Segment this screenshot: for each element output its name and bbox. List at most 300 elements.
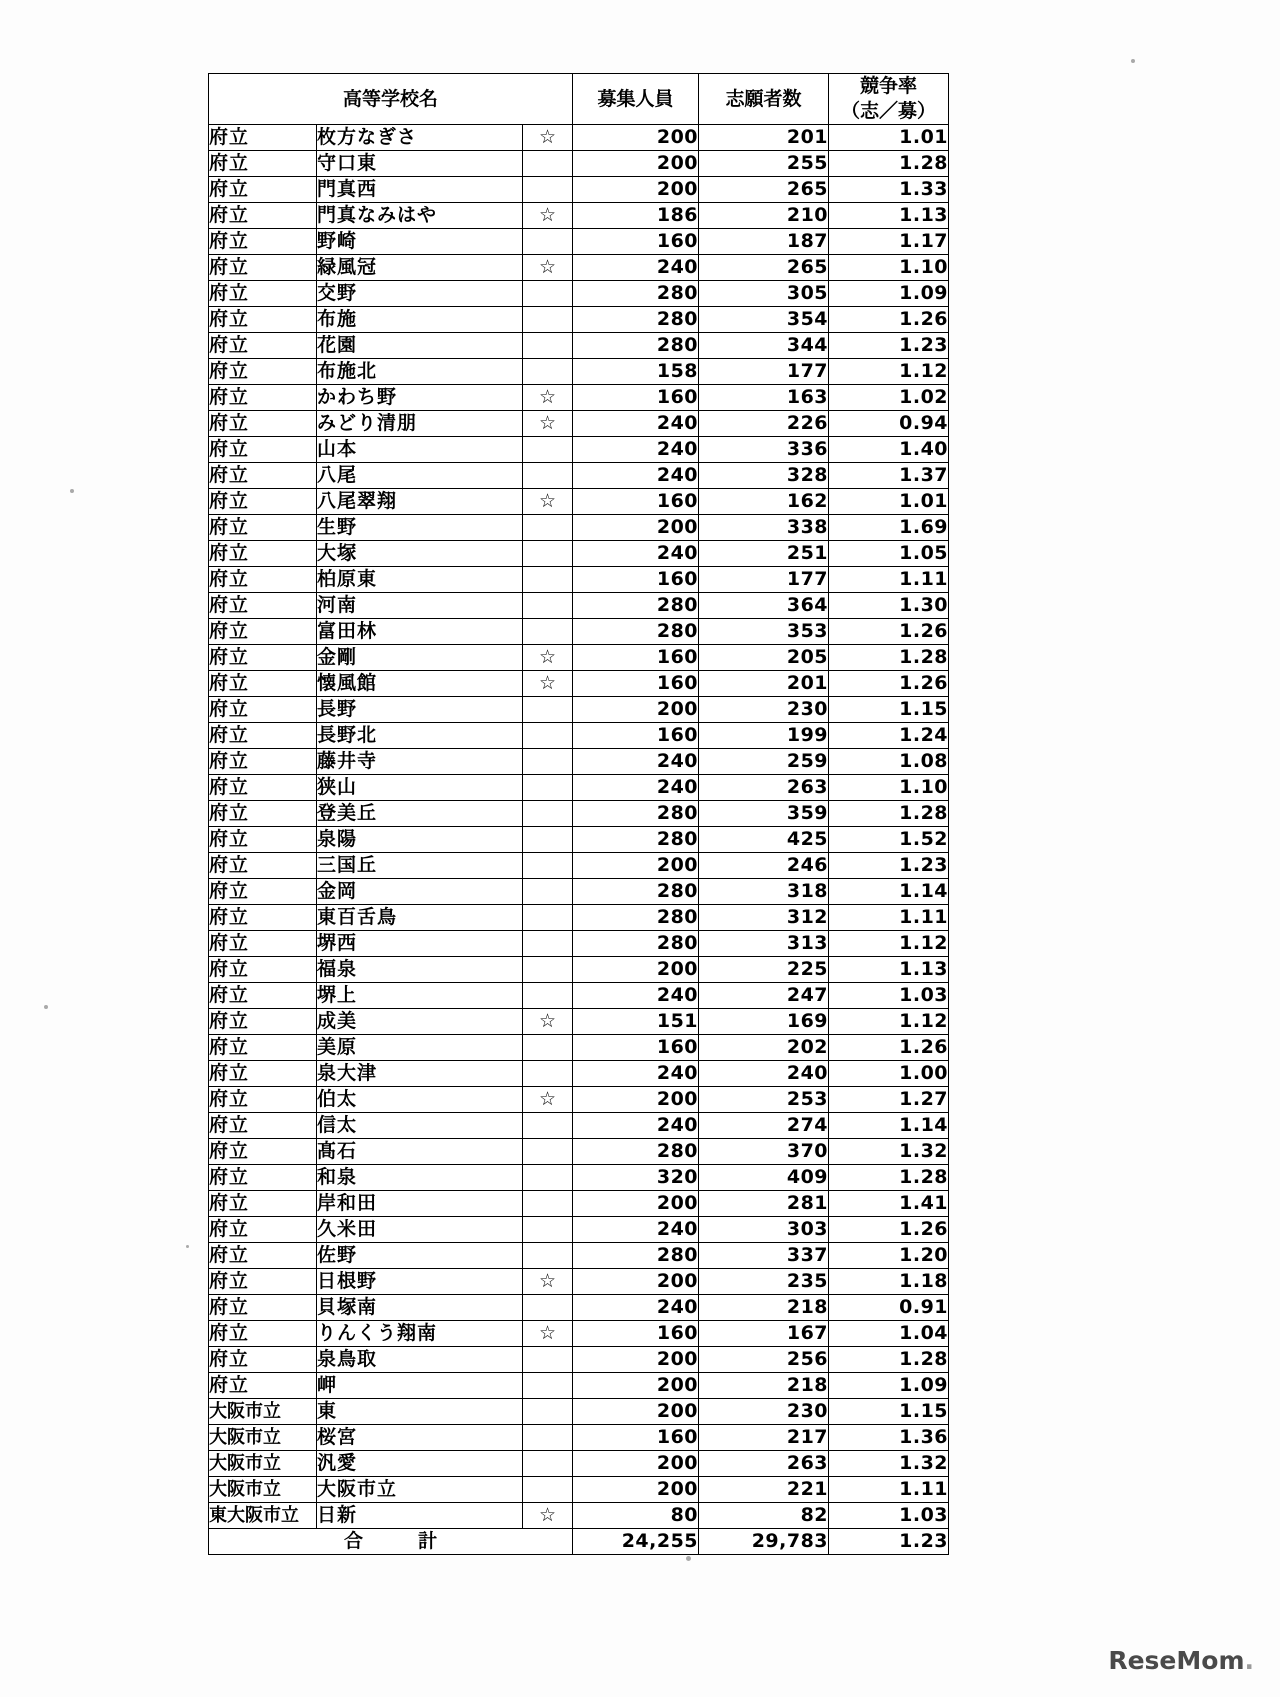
cell-applicants: 305 xyxy=(699,281,829,307)
table-row xyxy=(209,515,949,541)
cell-ratio: 1.17 xyxy=(829,229,949,255)
table-row xyxy=(209,255,949,281)
cell-capacity: 80 xyxy=(573,1503,699,1529)
star-icon xyxy=(523,1035,573,1061)
table-row xyxy=(209,1425,949,1451)
cell-school-kind: 府立 xyxy=(209,827,317,853)
cell-ratio: 1.26 xyxy=(829,307,949,333)
table-row xyxy=(209,723,949,749)
cell-capacity: 240 xyxy=(573,1113,699,1139)
column-header-capacity: 募集人員 xyxy=(573,74,699,125)
cell-school-name: 岬 xyxy=(317,1373,523,1399)
cell-school-kind: 府立 xyxy=(209,775,317,801)
cell-school-kind: 府立 xyxy=(209,957,317,983)
cell-capacity: 320 xyxy=(573,1165,699,1191)
cell-school-name: 金剛 xyxy=(317,645,523,671)
cell-school-name: 泉陽 xyxy=(317,827,523,853)
cell-school-kind: 府立 xyxy=(209,931,317,957)
table-row xyxy=(209,697,949,723)
cell-applicants: 312 xyxy=(699,905,829,931)
cell-ratio: 0.91 xyxy=(829,1295,949,1321)
table-row xyxy=(209,827,949,853)
cell-applicants: 265 xyxy=(699,255,829,281)
cell-school-kind: 府立 xyxy=(209,255,317,281)
cell-ratio: 1.12 xyxy=(829,1009,949,1035)
cell-school-name: 門真なみはや xyxy=(317,203,523,229)
cell-capacity: 200 xyxy=(573,957,699,983)
cell-applicants: 313 xyxy=(699,931,829,957)
cell-capacity: 151 xyxy=(573,1009,699,1035)
cell-capacity: 200 xyxy=(573,1087,699,1113)
cell-school-name: 花園 xyxy=(317,333,523,359)
cell-school-kind: 府立 xyxy=(209,177,317,203)
cell-school-name: 堺上 xyxy=(317,983,523,1009)
star-icon xyxy=(523,1061,573,1087)
table-row xyxy=(209,229,949,255)
star-icon xyxy=(523,1113,573,1139)
star-icon xyxy=(523,1139,573,1165)
cell-applicants: 370 xyxy=(699,1139,829,1165)
star-icon xyxy=(523,1165,573,1191)
cell-school-kind: 府立 xyxy=(209,1087,317,1113)
cell-school-name: 八尾翠翔 xyxy=(317,489,523,515)
table-row xyxy=(209,1399,949,1425)
cell-school-kind: 府立 xyxy=(209,697,317,723)
cell-applicants: 163 xyxy=(699,385,829,411)
cell-ratio: 1.28 xyxy=(829,151,949,177)
cell-ratio: 1.37 xyxy=(829,463,949,489)
cell-applicants: 235 xyxy=(699,1269,829,1295)
cell-school-name: かわち野 xyxy=(317,385,523,411)
cell-school-kind: 府立 xyxy=(209,801,317,827)
column-header-applicants: 志願者数 xyxy=(699,74,829,125)
cell-capacity: 200 xyxy=(573,1451,699,1477)
star-icon xyxy=(523,281,573,307)
cell-applicants: 205 xyxy=(699,645,829,671)
cell-school-kind: 府立 xyxy=(209,1009,317,1035)
star-icon xyxy=(523,515,573,541)
cell-school-kind: 府立 xyxy=(209,723,317,749)
table-body xyxy=(209,125,949,1555)
star-icon xyxy=(523,905,573,931)
star-icon: ☆ xyxy=(523,1503,573,1529)
cell-applicants: 218 xyxy=(699,1295,829,1321)
column-header-ratio-line1: 競争率 xyxy=(860,75,918,97)
cell-school-name: 金岡 xyxy=(317,879,523,905)
star-icon xyxy=(523,1425,573,1451)
star-icon xyxy=(523,1451,573,1477)
star-icon: ☆ xyxy=(523,255,573,281)
table-row xyxy=(209,1295,949,1321)
cell-school-name: 山本 xyxy=(317,437,523,463)
cell-school-kind: 府立 xyxy=(209,307,317,333)
header-row xyxy=(209,74,949,125)
cell-school-name: 東 xyxy=(317,1399,523,1425)
cell-ratio: 1.33 xyxy=(829,177,949,203)
cell-applicants: 303 xyxy=(699,1217,829,1243)
star-icon xyxy=(523,983,573,1009)
cell-school-name: 三国丘 xyxy=(317,853,523,879)
scan-speck xyxy=(186,1245,189,1248)
cell-ratio: 1.02 xyxy=(829,385,949,411)
cell-school-kind: 府立 xyxy=(209,437,317,463)
cell-ratio: 1.11 xyxy=(829,1477,949,1503)
cell-capacity: 280 xyxy=(573,827,699,853)
cell-school-name: 生野 xyxy=(317,515,523,541)
cell-ratio: 1.14 xyxy=(829,879,949,905)
cell-school-kind: 府立 xyxy=(209,1373,317,1399)
cell-capacity: 200 xyxy=(573,151,699,177)
cell-ratio: 1.10 xyxy=(829,255,949,281)
table-row xyxy=(209,1373,949,1399)
cell-capacity: 240 xyxy=(573,255,699,281)
cell-applicants: 338 xyxy=(699,515,829,541)
star-icon: ☆ xyxy=(523,1009,573,1035)
cell-school-name: 守口東 xyxy=(317,151,523,177)
cell-capacity: 240 xyxy=(573,1217,699,1243)
star-icon xyxy=(523,1399,573,1425)
cell-ratio: 1.26 xyxy=(829,1217,949,1243)
cell-school-kind: 府立 xyxy=(209,1191,317,1217)
star-icon xyxy=(523,723,573,749)
cell-school-kind: 府立 xyxy=(209,1113,317,1139)
cell-capacity: 160 xyxy=(573,1321,699,1347)
cell-capacity: 280 xyxy=(573,801,699,827)
cell-capacity: 280 xyxy=(573,1243,699,1269)
cell-applicants: 318 xyxy=(699,879,829,905)
cell-school-kind: 府立 xyxy=(209,593,317,619)
cell-ratio: 1.05 xyxy=(829,541,949,567)
cell-capacity: 160 xyxy=(573,723,699,749)
star-icon xyxy=(523,437,573,463)
cell-school-kind: 府立 xyxy=(209,1295,317,1321)
cell-capacity: 200 xyxy=(573,1477,699,1503)
cell-school-name: 大阪市立 xyxy=(317,1477,523,1503)
cell-school-name: 成美 xyxy=(317,1009,523,1035)
star-icon xyxy=(523,827,573,853)
cell-school-name: 日新 xyxy=(317,1503,523,1529)
star-icon: ☆ xyxy=(523,203,573,229)
cell-ratio: 1.26 xyxy=(829,619,949,645)
cell-school-kind: 府立 xyxy=(209,905,317,931)
cell-ratio: 1.11 xyxy=(829,567,949,593)
cell-ratio: 1.30 xyxy=(829,593,949,619)
cell-school-name: りんくう翔南 xyxy=(317,1321,523,1347)
cell-total-ratio: 1.23 xyxy=(829,1529,949,1555)
cell-capacity: 200 xyxy=(573,515,699,541)
star-icon: ☆ xyxy=(523,1269,573,1295)
cell-capacity: 200 xyxy=(573,1373,699,1399)
cell-ratio: 1.20 xyxy=(829,1243,949,1269)
star-icon xyxy=(523,1373,573,1399)
cell-school-kind: 大阪市立 xyxy=(209,1477,317,1503)
star-icon xyxy=(523,1243,573,1269)
table-header xyxy=(209,74,949,125)
cell-applicants: 225 xyxy=(699,957,829,983)
table-row xyxy=(209,1243,949,1269)
cell-applicants: 281 xyxy=(699,1191,829,1217)
cell-capacity: 240 xyxy=(573,411,699,437)
cell-school-kind: 府立 xyxy=(209,645,317,671)
cell-applicants: 162 xyxy=(699,489,829,515)
cell-ratio: 1.09 xyxy=(829,1373,949,1399)
watermark-text: ReseMom xyxy=(1108,1646,1245,1675)
star-icon xyxy=(523,359,573,385)
cell-ratio: 1.15 xyxy=(829,1399,949,1425)
star-icon xyxy=(523,229,573,255)
star-icon xyxy=(523,801,573,827)
cell-school-kind: 府立 xyxy=(209,333,317,359)
cell-ratio: 1.24 xyxy=(829,723,949,749)
star-icon: ☆ xyxy=(523,489,573,515)
cell-ratio: 1.23 xyxy=(829,333,949,359)
cell-ratio: 1.03 xyxy=(829,983,949,1009)
table-row xyxy=(209,671,949,697)
star-icon xyxy=(523,1295,573,1321)
cell-school-kind: 府立 xyxy=(209,749,317,775)
cell-capacity: 240 xyxy=(573,437,699,463)
cell-school-name: 藤井寺 xyxy=(317,749,523,775)
cell-ratio: 1.32 xyxy=(829,1139,949,1165)
cell-school-kind: 府立 xyxy=(209,229,317,255)
cell-school-name: 福泉 xyxy=(317,957,523,983)
cell-applicants: 230 xyxy=(699,1399,829,1425)
cell-school-kind: 府立 xyxy=(209,671,317,697)
cell-applicants: 202 xyxy=(699,1035,829,1061)
cell-school-kind: 府立 xyxy=(209,151,317,177)
table-row xyxy=(209,1321,949,1347)
cell-applicants: 169 xyxy=(699,1009,829,1035)
cell-school-kind: 府立 xyxy=(209,619,317,645)
cell-applicants: 217 xyxy=(699,1425,829,1451)
cell-school-kind: 府立 xyxy=(209,1217,317,1243)
cell-capacity: 160 xyxy=(573,671,699,697)
cell-applicants: 337 xyxy=(699,1243,829,1269)
cell-school-kind: 府立 xyxy=(209,411,317,437)
table-row xyxy=(209,1269,949,1295)
star-icon: ☆ xyxy=(523,125,573,151)
cell-school-kind: 府立 xyxy=(209,125,317,151)
cell-total-label: 合 計 xyxy=(209,1529,573,1555)
cell-ratio: 1.27 xyxy=(829,1087,949,1113)
table-row xyxy=(209,1113,949,1139)
cell-school-name: 河南 xyxy=(317,593,523,619)
cell-applicants: 218 xyxy=(699,1373,829,1399)
cell-school-name: 懐風館 xyxy=(317,671,523,697)
cell-capacity: 280 xyxy=(573,1139,699,1165)
table-row xyxy=(209,619,949,645)
cell-school-name: 信太 xyxy=(317,1113,523,1139)
cell-applicants: 246 xyxy=(699,853,829,879)
cell-applicants: 336 xyxy=(699,437,829,463)
cell-capacity: 240 xyxy=(573,1295,699,1321)
cell-school-kind: 府立 xyxy=(209,983,317,1009)
table-row xyxy=(209,463,949,489)
cell-school-name: 泉大津 xyxy=(317,1061,523,1087)
cell-capacity: 200 xyxy=(573,1191,699,1217)
cell-capacity: 200 xyxy=(573,125,699,151)
cell-capacity: 280 xyxy=(573,905,699,931)
cell-school-kind: 府立 xyxy=(209,359,317,385)
table-row xyxy=(209,1347,949,1373)
cell-applicants: 167 xyxy=(699,1321,829,1347)
table-row xyxy=(209,385,949,411)
cell-ratio: 1.11 xyxy=(829,905,949,931)
cell-ratio: 1.14 xyxy=(829,1113,949,1139)
table-row xyxy=(209,125,949,151)
star-icon xyxy=(523,463,573,489)
cell-capacity: 240 xyxy=(573,463,699,489)
star-icon xyxy=(523,697,573,723)
cell-applicants: 328 xyxy=(699,463,829,489)
cell-applicants: 177 xyxy=(699,567,829,593)
cell-applicants: 425 xyxy=(699,827,829,853)
table-row xyxy=(209,281,949,307)
column-header-ratio-line2: （志／募） xyxy=(841,100,937,122)
star-icon xyxy=(523,177,573,203)
cell-ratio: 1.18 xyxy=(829,1269,949,1295)
scan-speck xyxy=(70,489,74,493)
cell-school-kind: 大阪市立 xyxy=(209,1451,317,1477)
star-icon xyxy=(523,1217,573,1243)
scan-speck xyxy=(686,1556,691,1561)
star-icon xyxy=(523,1347,573,1373)
star-icon xyxy=(523,593,573,619)
cell-school-name: 門真西 xyxy=(317,177,523,203)
cell-ratio: 1.12 xyxy=(829,931,949,957)
cell-applicants: 201 xyxy=(699,671,829,697)
cell-capacity: 160 xyxy=(573,1035,699,1061)
cell-capacity: 280 xyxy=(573,593,699,619)
cell-capacity: 240 xyxy=(573,1061,699,1087)
cell-capacity: 240 xyxy=(573,749,699,775)
scan-speck xyxy=(44,1005,48,1009)
cell-school-kind: 府立 xyxy=(209,1165,317,1191)
cell-school-name: 佐野 xyxy=(317,1243,523,1269)
cell-school-kind: 府立 xyxy=(209,1243,317,1269)
cell-applicants: 259 xyxy=(699,749,829,775)
star-icon xyxy=(523,151,573,177)
cell-ratio: 1.26 xyxy=(829,1035,949,1061)
table-row xyxy=(209,541,949,567)
table-row xyxy=(209,359,949,385)
cell-school-kind: 大阪市立 xyxy=(209,1425,317,1451)
star-icon xyxy=(523,1191,573,1217)
table-row xyxy=(209,775,949,801)
cell-capacity: 240 xyxy=(573,775,699,801)
table-row xyxy=(209,1451,949,1477)
cell-applicants: 265 xyxy=(699,177,829,203)
cell-capacity: 200 xyxy=(573,1347,699,1373)
cell-school-kind: 府立 xyxy=(209,1139,317,1165)
cell-school-name: 登美丘 xyxy=(317,801,523,827)
star-icon: ☆ xyxy=(523,385,573,411)
star-icon xyxy=(523,957,573,983)
cell-ratio: 1.26 xyxy=(829,671,949,697)
cell-ratio: 1.04 xyxy=(829,1321,949,1347)
cell-ratio: 1.28 xyxy=(829,645,949,671)
column-header-school-name: 高等学校名 xyxy=(209,74,573,125)
cell-applicants: 359 xyxy=(699,801,829,827)
star-icon: ☆ xyxy=(523,1321,573,1347)
cell-school-name: 八尾 xyxy=(317,463,523,489)
cell-ratio: 1.23 xyxy=(829,853,949,879)
star-icon xyxy=(523,307,573,333)
cell-ratio: 1.28 xyxy=(829,1347,949,1373)
cell-applicants: 226 xyxy=(699,411,829,437)
cell-school-kind: 府立 xyxy=(209,385,317,411)
table-row xyxy=(209,333,949,359)
cell-school-name: 堺西 xyxy=(317,931,523,957)
cell-school-kind: 府立 xyxy=(209,541,317,567)
cell-school-name: 久米田 xyxy=(317,1217,523,1243)
table-row xyxy=(209,437,949,463)
cell-school-kind: 府立 xyxy=(209,853,317,879)
cell-school-name: 交野 xyxy=(317,281,523,307)
cell-capacity: 160 xyxy=(573,489,699,515)
cell-ratio: 1.01 xyxy=(829,489,949,515)
cell-school-name: 岸和田 xyxy=(317,1191,523,1217)
table-row xyxy=(209,905,949,931)
cell-school-name: 日根野 xyxy=(317,1269,523,1295)
cell-ratio: 1.01 xyxy=(829,125,949,151)
cell-school-kind: 府立 xyxy=(209,879,317,905)
table-row xyxy=(209,1061,949,1087)
cell-school-kind: 府立 xyxy=(209,1321,317,1347)
table-row xyxy=(209,1035,949,1061)
cell-applicants: 353 xyxy=(699,619,829,645)
cell-ratio: 1.15 xyxy=(829,697,949,723)
table-row xyxy=(209,177,949,203)
cell-ratio: 1.52 xyxy=(829,827,949,853)
cell-capacity: 160 xyxy=(573,1425,699,1451)
cell-ratio: 1.12 xyxy=(829,359,949,385)
cell-applicants: 210 xyxy=(699,203,829,229)
cell-applicants: 255 xyxy=(699,151,829,177)
star-icon: ☆ xyxy=(523,671,573,697)
star-icon xyxy=(523,541,573,567)
cell-applicants: 201 xyxy=(699,125,829,151)
table-row xyxy=(209,1477,949,1503)
cell-ratio: 1.03 xyxy=(829,1503,949,1529)
cell-school-name: 長野北 xyxy=(317,723,523,749)
table-row xyxy=(209,1217,949,1243)
cell-capacity: 200 xyxy=(573,853,699,879)
cell-total-applicants: 29,783 xyxy=(699,1529,829,1555)
table-row xyxy=(209,1087,949,1113)
cell-school-kind: 府立 xyxy=(209,1347,317,1373)
table-row xyxy=(209,1165,949,1191)
table-row xyxy=(209,411,949,437)
cell-ratio: 1.08 xyxy=(829,749,949,775)
resemom-watermark xyxy=(1108,1646,1254,1675)
cell-school-kind: 府立 xyxy=(209,203,317,229)
cell-school-name: 汎愛 xyxy=(317,1451,523,1477)
cell-school-name: 美原 xyxy=(317,1035,523,1061)
table-row xyxy=(209,801,949,827)
cell-capacity: 240 xyxy=(573,983,699,1009)
cell-applicants: 409 xyxy=(699,1165,829,1191)
column-header-ratio xyxy=(829,74,949,125)
table-row xyxy=(209,957,949,983)
cell-school-name: 泉鳥取 xyxy=(317,1347,523,1373)
cell-capacity: 160 xyxy=(573,645,699,671)
table-row xyxy=(209,489,949,515)
cell-applicants: 221 xyxy=(699,1477,829,1503)
cell-capacity: 280 xyxy=(573,333,699,359)
cell-school-name: みどり清朋 xyxy=(317,411,523,437)
cell-capacity: 200 xyxy=(573,697,699,723)
